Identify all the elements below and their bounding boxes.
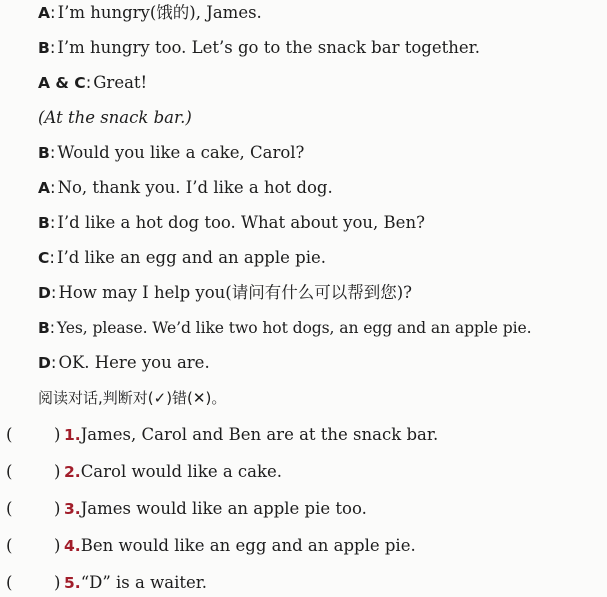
dialogue-line-7	[38, 212, 425, 234]
instruction: 阅读对话,判断对(✓)错(✕)。	[38, 389, 227, 407]
answer-bracket-close: )	[54, 462, 61, 481]
question-text: James would like an apple pie too.	[80, 499, 367, 518]
colon: :	[49, 319, 55, 337]
question-text: Carol would like a cake.	[80, 462, 282, 481]
question-number: 3.	[64, 500, 81, 518]
colon: :	[49, 248, 55, 267]
stage-direction-text: (At the snack bar.)	[38, 108, 192, 127]
dialogue-text: Yes, please. We’d like two hot dogs, an egg and an apple pie.	[56, 319, 532, 337]
dialogue-text: No, thank you. I’d like a hot dog.	[57, 178, 333, 197]
answer-bracket-open: (	[6, 536, 13, 555]
dialogue-line-8	[38, 247, 326, 269]
speaker-label: D	[38, 284, 51, 302]
colon: :	[85, 73, 92, 92]
speaker-label: D	[38, 354, 51, 372]
speaker-label: B	[38, 39, 50, 57]
answer-bracket-close: )	[54, 536, 61, 555]
speaker-label: C	[38, 249, 50, 267]
colon: :	[50, 178, 56, 197]
question-text: Ben would like an egg and an apple pie.	[80, 536, 416, 555]
colon: :	[50, 3, 56, 22]
answer-bracket-open: (	[6, 573, 13, 592]
dialogue-line-3	[38, 72, 147, 94]
question-number: 4.	[64, 537, 81, 555]
dialogue-line-11	[38, 352, 210, 374]
stage-direction	[38, 107, 192, 129]
answer-bracket-open: (	[6, 425, 13, 444]
answer-bracket-close: )	[54, 425, 61, 444]
dialogue-line-10	[38, 317, 531, 339]
dialogue-line-2	[38, 37, 480, 59]
dialogue-text: I’m hungry(饿的), James.	[57, 3, 262, 22]
speaker-label: A	[38, 4, 50, 22]
dialogue-text: I’d like a hot dog too. What about you, Ben?	[57, 213, 425, 232]
answer-bracket-open: (	[6, 499, 13, 518]
question-number: 1.	[64, 426, 81, 444]
dialogue-line-1	[38, 2, 262, 24]
question-number: 5.	[64, 574, 81, 592]
answer-bracket-close: )	[54, 499, 61, 518]
colon: :	[49, 213, 56, 232]
question-number: 2.	[64, 463, 81, 481]
speaker-label: B	[38, 144, 50, 162]
question-item	[64, 572, 207, 594]
dialogue-text: I’d like an egg and an apple pie.	[56, 248, 327, 267]
dialogue-text: OK. Here you are.	[58, 353, 210, 372]
colon: :	[50, 353, 57, 372]
dialogue-text: How may I help you(请问有什么可以帮到您)?	[58, 283, 413, 302]
speaker-label: B	[38, 319, 50, 337]
dialogue-text: I’m hungry too. Let’s go to the snack bar together.	[57, 38, 480, 57]
dialogue-line-5	[38, 142, 304, 164]
question-item	[64, 498, 367, 520]
dialogue-text: Great!	[93, 73, 148, 92]
question-text: “D” is a waiter.	[80, 573, 208, 592]
question-item	[64, 535, 416, 557]
question-item	[64, 461, 282, 483]
dialogue-line-6	[38, 177, 333, 199]
dialogue-text: Would you like a cake, Carol?	[57, 143, 305, 162]
dialogue-line-9	[38, 282, 412, 304]
colon: :	[49, 38, 56, 57]
colon: :	[50, 283, 57, 302]
speaker-label: A & C	[38, 74, 86, 92]
question-text: James, Carol and Ben are at the snack bar.	[80, 425, 439, 444]
speaker-label: A	[38, 179, 50, 197]
answer-bracket-close: )	[54, 573, 61, 592]
question-item	[64, 424, 438, 446]
speaker-label: B	[38, 214, 50, 232]
colon: :	[49, 143, 56, 162]
answer-bracket-open: (	[6, 462, 13, 481]
